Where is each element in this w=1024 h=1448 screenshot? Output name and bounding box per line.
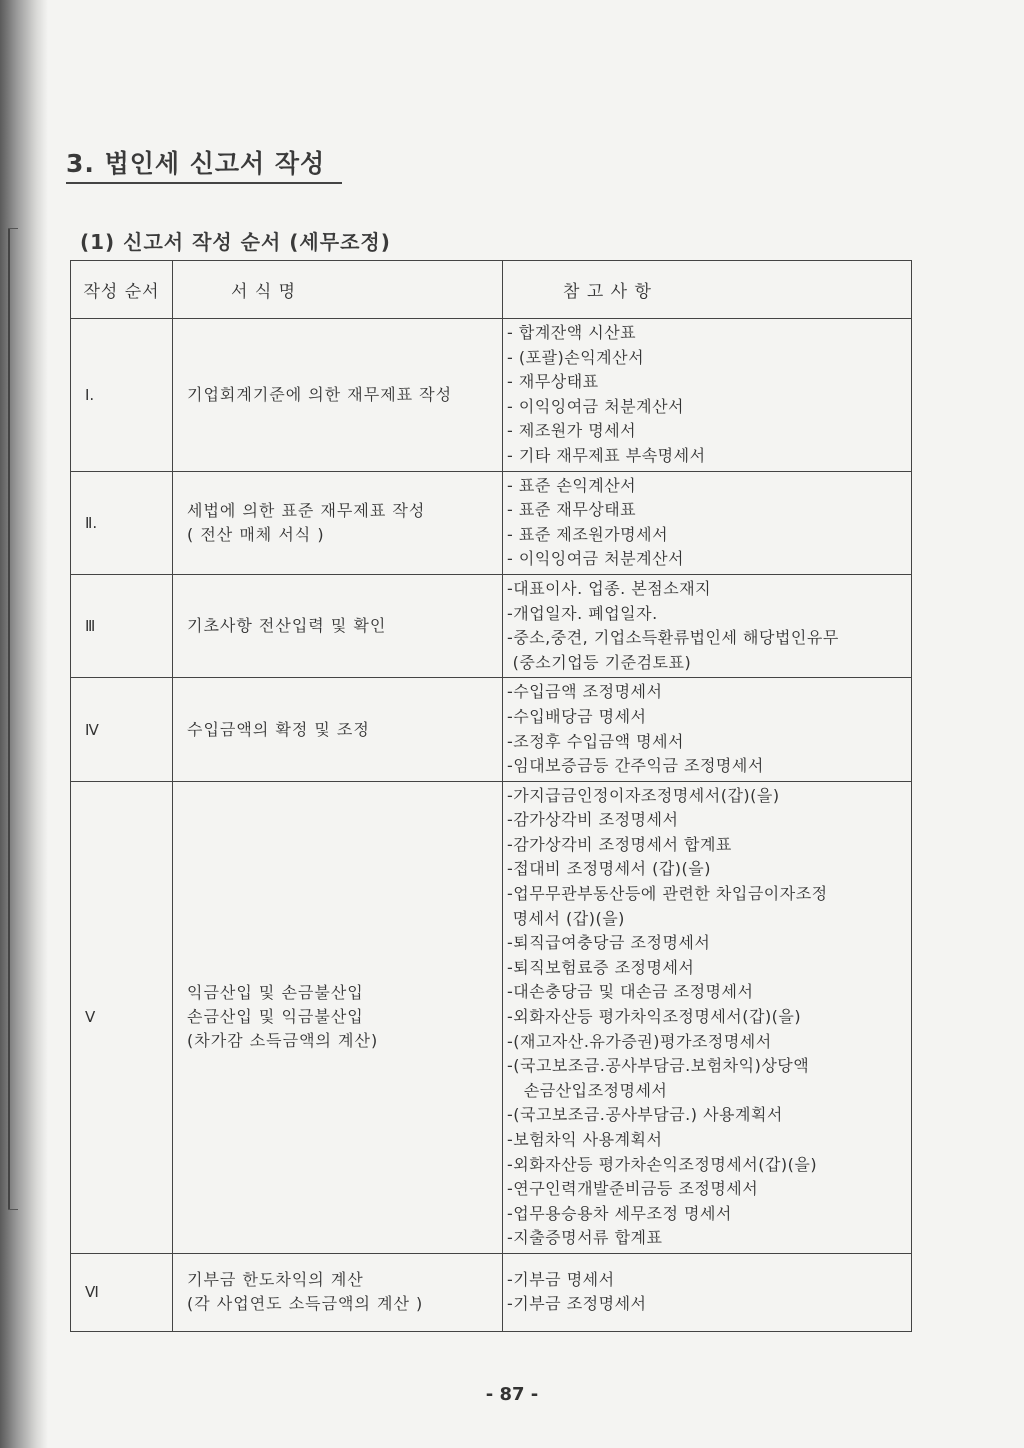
reference-item: (중소기업등 기준검토표) (507, 652, 692, 672)
step-reference (503, 319, 912, 472)
step-order: Ⅵ (71, 1253, 173, 1331)
step-form-name (173, 781, 503, 1253)
reference-item: - 이익잉여금 처분계산서 (507, 549, 685, 569)
step-form-name (173, 1253, 503, 1331)
table-row (71, 781, 912, 1253)
reference-item: -수입금액 조정명세서 (507, 682, 663, 702)
reference-item: -연구인력개발준비금등 조정명세서 (507, 1179, 759, 1199)
reference-item: -기부금 명세서 (507, 1269, 615, 1289)
reference-item: -보험차익 사용계획서 (507, 1130, 663, 1149)
reference-item: -조정후 수입금액 명세서 (507, 731, 685, 751)
form-name-line: 기초사항 전산입력 및 확인 (187, 616, 387, 636)
form-name-line: 기업회계기준에 의한 재무제표 작성 (187, 384, 453, 404)
step-reference (503, 1253, 912, 1331)
reference-item: -중소,중견, 기업소득환류법인세 해당법인유무 (507, 628, 839, 648)
reference-item: -대표이사. 업종. 본점소재지 (507, 578, 712, 598)
step-order: Ⅱ. (71, 471, 173, 574)
header-form-name: 서 식 명 (173, 261, 503, 319)
filing-steps-table (70, 260, 912, 1332)
reference-item: -지출증명서류 합계표 (507, 1228, 663, 1248)
reference-item: -대손충당금 및 대손금 조정명세서 (507, 982, 754, 1002)
form-name-line: 기부금 한도차익의 계산 (187, 1270, 364, 1290)
step-form-name (173, 678, 503, 781)
header-order: 작성 순서 (71, 261, 173, 319)
reference-item: - 표준 재무상태표 (507, 500, 637, 520)
reference-item: -외화자산등 평가차익조정명세서(갑)(을) (507, 1007, 802, 1027)
binding-tick (8, 1209, 18, 1210)
table-row (71, 574, 912, 677)
table-row (71, 319, 912, 472)
table-row (71, 678, 912, 781)
form-name-line: ( 전산 매체 서식 ) (187, 524, 325, 544)
step-order: Ⅰ. (71, 319, 173, 472)
reference-item: - 기타 재무제표 부속명세서 (507, 445, 706, 465)
reference-item: -감가상각비 조정명세서 (507, 810, 679, 830)
reference-item: -업무무관부동산등에 관련한 차입금이자조정 (507, 884, 828, 904)
form-name-line: 수입금액의 확정 및 조정 (187, 719, 370, 739)
binding-margin-line (8, 228, 10, 1210)
reference-item: -임대보증금등 간주익금 조정명세서 (507, 756, 764, 776)
step-reference (503, 471, 912, 574)
page-number: - 87 - (485, 1384, 539, 1405)
step-reference (503, 678, 912, 781)
reference-item: - 표준 손익계산서 (507, 475, 637, 495)
reference-item: - 합계잔액 시산표 (507, 323, 637, 342)
form-name-line: (각 사업연도 소득금액의 계산 ) (187, 1294, 424, 1314)
section-title: 3. 법인세 신고서 작성 (66, 144, 342, 184)
step-form-name (173, 319, 503, 472)
reference-item: -퇴직보험료증 조정명세서 (507, 957, 695, 977)
step-form-name (173, 471, 503, 574)
form-name-line: (차가감 소득금액의 계산) (187, 1031, 379, 1051)
step-reference (503, 781, 912, 1253)
reference-item: -접대비 조정명세서 (갑)(을) (507, 859, 711, 879)
reference-item: -개업일자. 폐업일자. (507, 603, 658, 623)
form-name-line: 손금산입 및 익금불산입 (187, 1007, 364, 1027)
table-row (71, 471, 912, 574)
reference-item: -(국고보조금.공사부담금.) 사용계획서 (507, 1105, 783, 1125)
table-row (71, 1253, 912, 1331)
subsection-title: (1) 신고서 작성 순서 (세무조정) (80, 230, 391, 254)
reference-item: -감가상각비 조정명세서 합계표 (507, 834, 732, 854)
step-order: Ⅲ (71, 574, 173, 677)
reference-item: -기부금 조정명세서 (507, 1294, 647, 1314)
reference-item: -(재고자산.유가증권)평가조정명세서 (507, 1031, 772, 1051)
reference-item: -가지급금인정이자조정명세서(갑)(을) (507, 785, 780, 805)
form-name-line: 세법에 의한 표준 재무제표 작성 (187, 500, 426, 520)
reference-item: - 표준 제조원가명세서 (507, 524, 669, 544)
reference-item: 손금산입조정명세서 (507, 1080, 668, 1100)
reference-item: - 이익잉여금 처분계산서 (507, 396, 685, 416)
reference-item: - (포괄)손익계산서 (507, 347, 645, 367)
reference-item: - 재무상태표 (507, 372, 599, 392)
reference-item: -퇴직급여충당금 조정명세서 (507, 933, 711, 953)
reference-item: 명세서 (갑)(을) (507, 908, 625, 928)
reference-item: -(국고보조금.공사부담금.보험차익)상당액 (507, 1056, 810, 1076)
header-reference: 참 고 사 항 (503, 261, 912, 319)
table-header-row (71, 261, 912, 319)
reference-item: -외화자산등 평가차손익조정명세서(갑)(을) (507, 1154, 818, 1174)
step-order: Ⅳ (71, 678, 173, 781)
step-order: Ⅴ (71, 781, 173, 1253)
binding-tick (8, 228, 18, 229)
form-name-line: 익금산입 및 손금불산입 (187, 983, 364, 1003)
reference-item: - 제조원가 명세서 (507, 421, 637, 441)
step-reference (503, 574, 912, 677)
reference-item: -수입배당금 명세서 (507, 706, 647, 726)
step-form-name (173, 574, 503, 677)
reference-item: -업무용승용차 세무조정 명세서 (507, 1203, 732, 1223)
